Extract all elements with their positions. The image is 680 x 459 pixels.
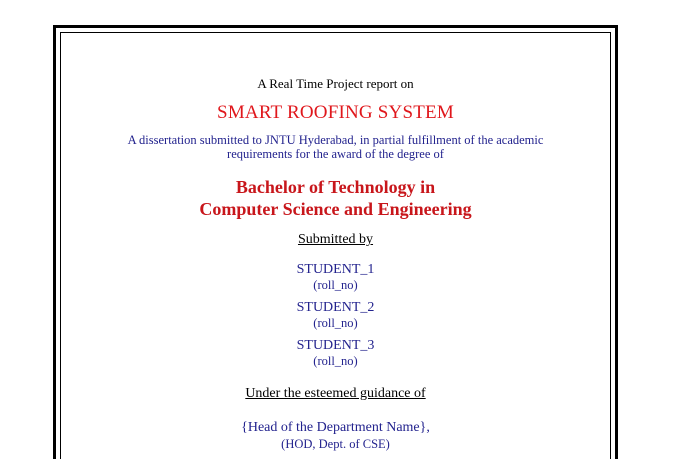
submitted-by-label xyxy=(61,231,610,248)
project-title: SMART ROOFING SYSTEM xyxy=(217,102,454,123)
dissertation-statement xyxy=(61,133,610,161)
submitted-by-text: Submitted by xyxy=(297,232,374,247)
student-roll-no: (roll_no) xyxy=(313,316,358,330)
degree-name xyxy=(61,176,610,220)
student-entry xyxy=(61,337,610,368)
dissertation-line-2: requirements for the award of the degree of xyxy=(227,147,444,161)
guidance-label xyxy=(61,385,610,402)
student-roll-no: (roll_no) xyxy=(313,354,358,368)
guide-name: {Head of the Department Name}, xyxy=(241,420,430,435)
student-entry xyxy=(61,261,610,292)
student-roll-no: (roll_no) xyxy=(313,278,358,292)
degree-line-1: Bachelor of Technology in xyxy=(235,177,436,197)
dissertation-line-1: A dissertation submitted to JNTU Hyderabad, in partial fulfillment of the academic xyxy=(127,133,544,147)
report-intro: A Real Time Project report on xyxy=(257,76,414,91)
student-name: STUDENT_2 xyxy=(296,300,375,315)
title-page-content xyxy=(61,33,610,451)
degree-line-2: Computer Science and Engineering xyxy=(199,199,472,219)
guide-designation: (HOD, Dept. of CSE) xyxy=(281,437,390,451)
guidance-text: Under the esteemed guidance of xyxy=(245,386,426,401)
student-name: STUDENT_3 xyxy=(296,338,375,353)
student-entry xyxy=(61,299,610,330)
student-name: STUDENT_1 xyxy=(296,262,375,277)
